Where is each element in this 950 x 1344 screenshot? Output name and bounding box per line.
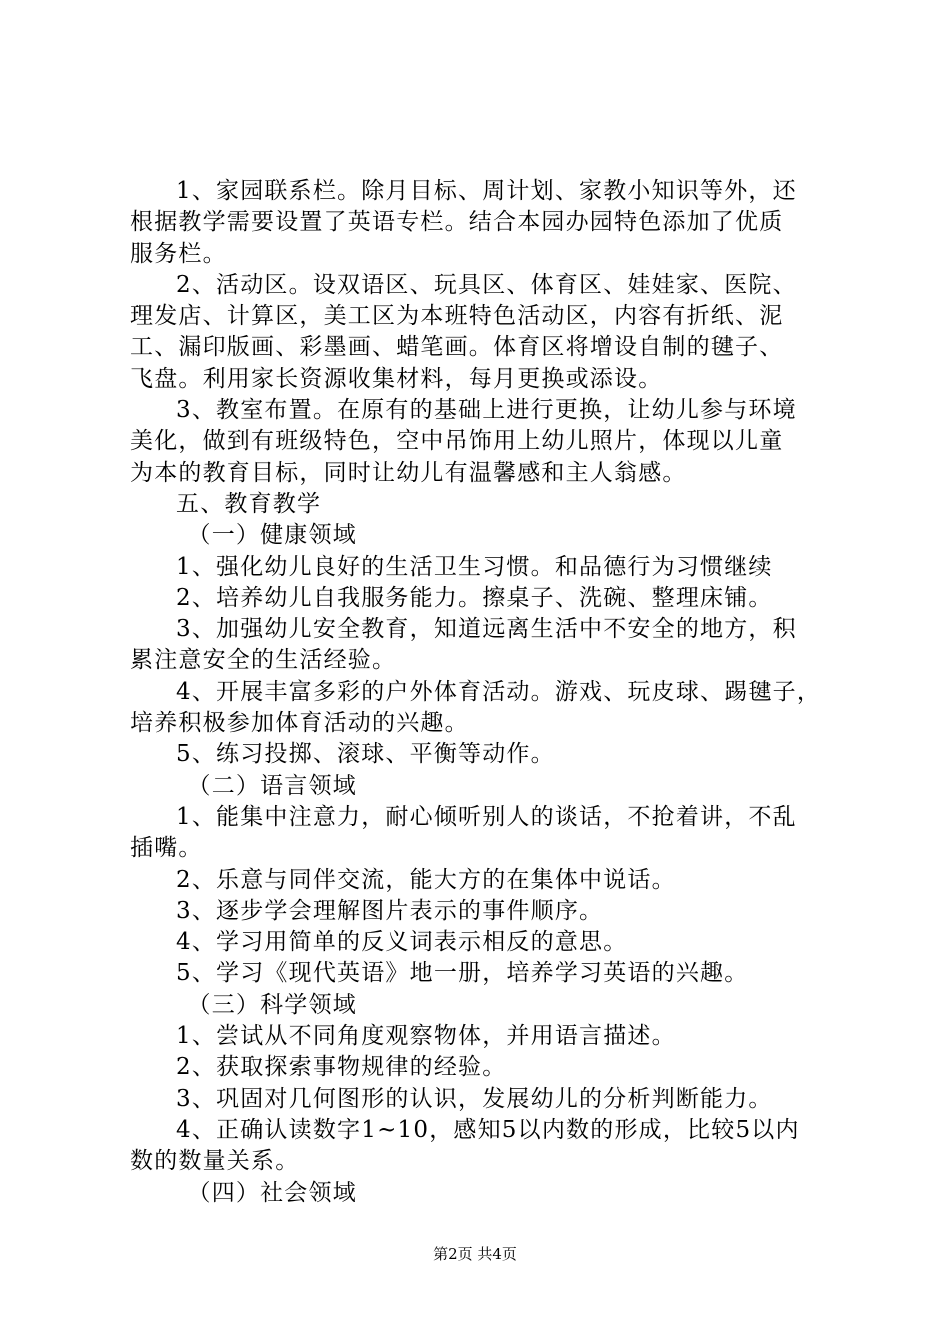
text-line: 3、教室布置。在原有的基础上进行更换，让幼儿参与环境 [176, 397, 797, 424]
text-line: 工、漏印版画、彩墨画、蜡笔画。体育区将增设自制的毽子、 [130, 334, 784, 361]
text-line: 5、练习投掷、滚球、平衡等动作。 [176, 741, 555, 768]
text-line: 理发店、计算区，美工区为本班特色活动区，内容有折纸、泥 [130, 303, 784, 330]
text-line: 2、乐意与同伴交流，能大方的在集体中说话。 [176, 866, 676, 893]
text-line: 4、学习用简单的反义词表示相反的意思。 [176, 929, 628, 956]
text-line: （二）语言领域 [187, 772, 357, 799]
text-line: 服务栏。 [130, 240, 227, 267]
text-line: 累注意安全的生活经验。 [130, 647, 397, 674]
text-line: 2、培养幼儿自我服务能力。擦桌子、洗碗、整理床铺。 [176, 584, 773, 611]
text-line: 4、正确认读数字1~10，感知5以内数的形成，比较5以内 [176, 1116, 800, 1143]
text-line: 2、活动区。设双语区、玩具区、体育区、娃娃家、医院、 [176, 271, 797, 298]
text-line: 2、获取探索事物规律的经验。 [176, 1054, 507, 1081]
text-line: 1、强化幼儿良好的生活卫生习惯。和品德行为习惯继续 [176, 553, 773, 580]
text-line: 3、加强幼儿安全教育，知道远离生活中不安全的地方，积 [176, 616, 797, 643]
text-line: 5、学习《现代英语》地一册，培养学习英语的兴趣。 [176, 960, 749, 987]
text-line: 1、能集中注意力，耐心倾听别人的谈话，不抢着讲，不乱 [176, 803, 797, 830]
text-line: 插嘴。 [130, 835, 203, 862]
page-footer: 第2页 共4页 [433, 1245, 517, 1263]
text-line: 1、家园联系栏。除月目标、周计划、家教小知识等外，还 [176, 178, 797, 204]
text-line: 数的数量关系。 [130, 1148, 300, 1175]
text-line: 4、开展丰富多彩的户外体育活动。游戏、玩皮球、踢毽子， [176, 678, 822, 705]
document-body [130, 176, 830, 1209]
text-line: 五、教育教学 [176, 490, 322, 517]
text-line: （四）社会领域 [187, 1179, 357, 1206]
text-line: 为本的教育目标，同时让幼儿有温馨感和主人翁感。 [130, 459, 687, 486]
text-line: （三）科学领域 [187, 991, 357, 1018]
text-line: 飞盘。利用家长资源收集材料，每月更换或添设。 [130, 365, 663, 392]
text-line: （一）健康领域 [187, 522, 357, 549]
text-line: 3、逐步学会理解图片表示的事件顺序。 [176, 897, 604, 924]
text-line: 根据教学需要设置了英语专栏。结合本园办园特色添加了优质 [130, 209, 784, 236]
text-line: 3、巩固对几何图形的认识，发展幼儿的分析判断能力。 [176, 1085, 773, 1112]
text-line: 1、尝试从不同角度观察物体，并用语言描述。 [176, 1023, 676, 1050]
text-line: 美化，做到有班级特色，空中吊饰用上幼儿照片，体现以儿童 [130, 428, 784, 455]
text-line: 培养积极参加体育活动的兴趣。 [130, 710, 469, 737]
